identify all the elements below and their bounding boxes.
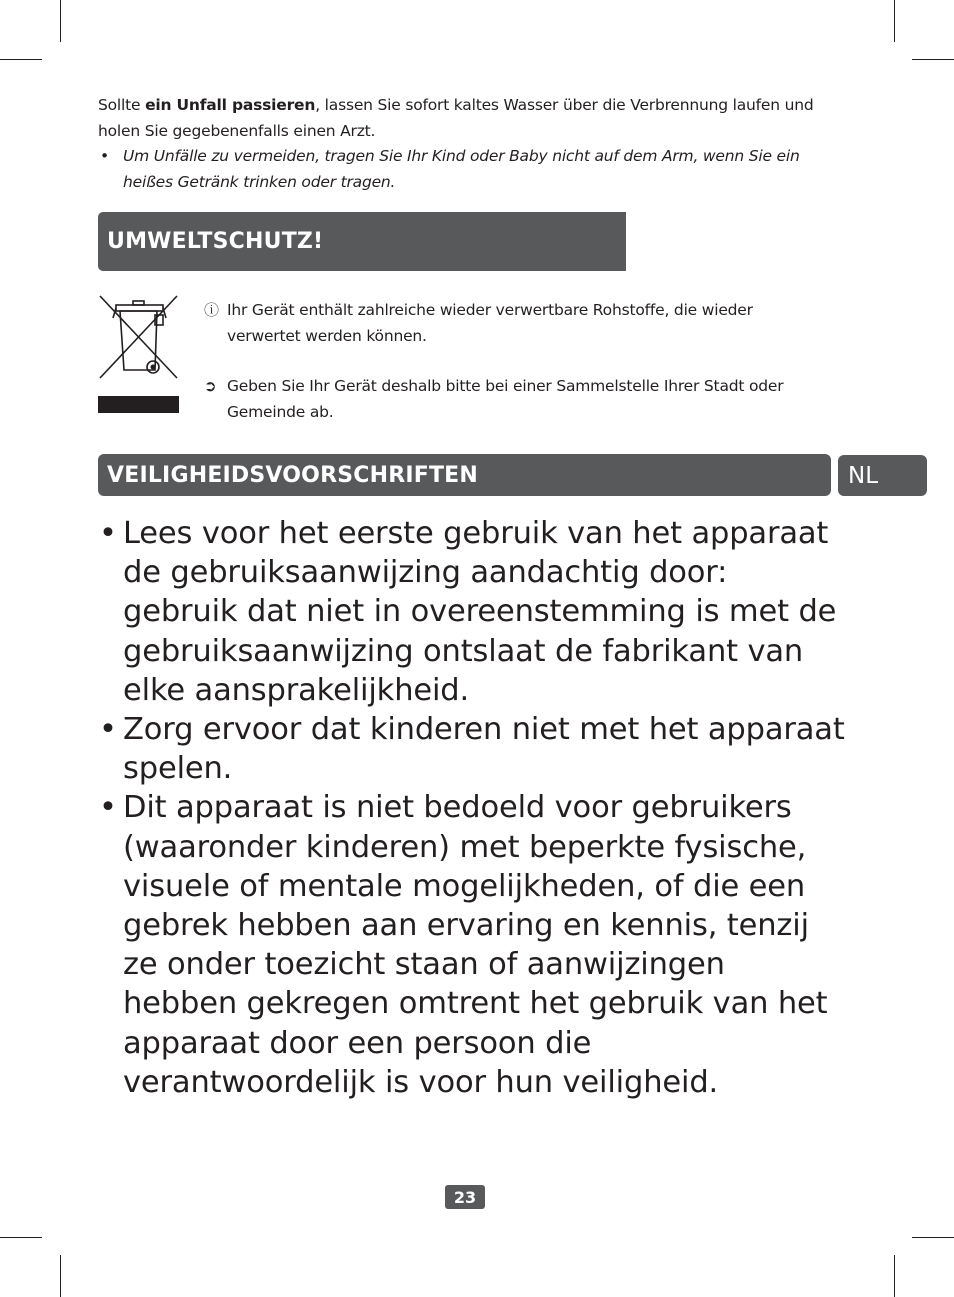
accident-text-post: , lassen Sie sofort kaltes Wasser über die Verbrennung laufen und holen Sie gegebenenfalls einen Arzt.: [98, 96, 814, 140]
crop-mark-bottom-left-horizontal: [0, 1237, 42, 1238]
environment-heading-bar: [98, 212, 626, 271]
safety-heading: VEILIGHEIDSVOORSCHRIFTEN: [107, 462, 479, 488]
intro-section: [98, 93, 838, 195]
accident-text-pre: Sollte: [98, 96, 146, 114]
language-tab: [838, 455, 927, 496]
intro-bullet-text: Um Unfälle zu vermeiden, tragen Sie Ihr Kind oder Baby nicht auf dem Arm, wenn Sie ein heißes Getränk trinken oder tragen.: [123, 147, 800, 191]
safety-item: [98, 514, 848, 710]
crop-mark-top-right-vertical: [894, 0, 895, 42]
crop-mark-bottom-right-vertical: [894, 1255, 895, 1297]
bullet-symbol: •: [100, 147, 109, 165]
safety-item-text: Dit apparaat is niet bedoeld voor gebruikers (waaronder kinderen) met beperkte fysische, visuele of mentale mogelijkheden, of die een gebrek hebben aan ervaring en kennis, tenzij ze onder toezicht staan of aanwijzingen hebben gekregen omtrent het gebruik van het apparaat door een persoon die verantwoordelijk is voor hun veiligheid.: [123, 790, 828, 1100]
page-number: 23: [453, 1187, 477, 1207]
environment-item-recycle: [204, 374, 804, 425]
safety-item-text: Lees voor het eerste gebruik van het apparaat de gebruiksaanwijzing aandachtig door: gebruik dat niet in overeenstemming is met de gebruiksaanwijzing ontslaat de fabrikant van elke aansprakelijkheid.: [123, 516, 837, 708]
crop-mark-bottom-right-horizontal: [912, 1237, 954, 1238]
crop-mark-top-left-vertical: [60, 0, 61, 42]
environment-heading: UMWELTSCHUTZ!: [107, 229, 324, 254]
bullet-symbol: •: [99, 712, 117, 748]
safety-list: [98, 514, 848, 1102]
environment-list: [204, 298, 804, 425]
safety-item-text: Zorg ervoor dat kinderen niet met het apparaat spelen.: [123, 712, 845, 787]
language-tab-label: NL: [848, 462, 879, 489]
crop-mark-top-left-horizontal: [0, 59, 42, 60]
bullet-symbol: •: [99, 516, 117, 551]
safety-heading-bar: [98, 454, 831, 496]
environment-item-text: Geben Sie Ihr Gerät deshalb bitte bei einer Sammelstelle Ihrer Stadt oder Gemeinde ab.: [227, 377, 784, 421]
bullet-symbol: •: [99, 790, 117, 826]
crossed-out-wheelie-bin-icon: [98, 294, 179, 413]
crop-mark-bottom-left-vertical: [60, 1255, 61, 1297]
safety-item: [98, 788, 848, 1102]
environment-item-info: [204, 298, 804, 349]
accident-paragraph: [98, 93, 838, 144]
page-number-badge: [445, 1185, 485, 1209]
info-icon: ⓘ: [204, 301, 219, 319]
intro-bullet-item: [98, 144, 838, 195]
arrow-icon: ➲: [204, 377, 217, 395]
crop-mark-top-right-horizontal: [912, 59, 954, 60]
environment-item-text: Ihr Gerät enthält zahlreiche wieder verwertbare Rohstoffe, die wieder verwertet werden können.: [227, 301, 753, 345]
safety-item: [98, 710, 848, 788]
accident-text-bold: ein Unfall passieren: [145, 96, 316, 114]
